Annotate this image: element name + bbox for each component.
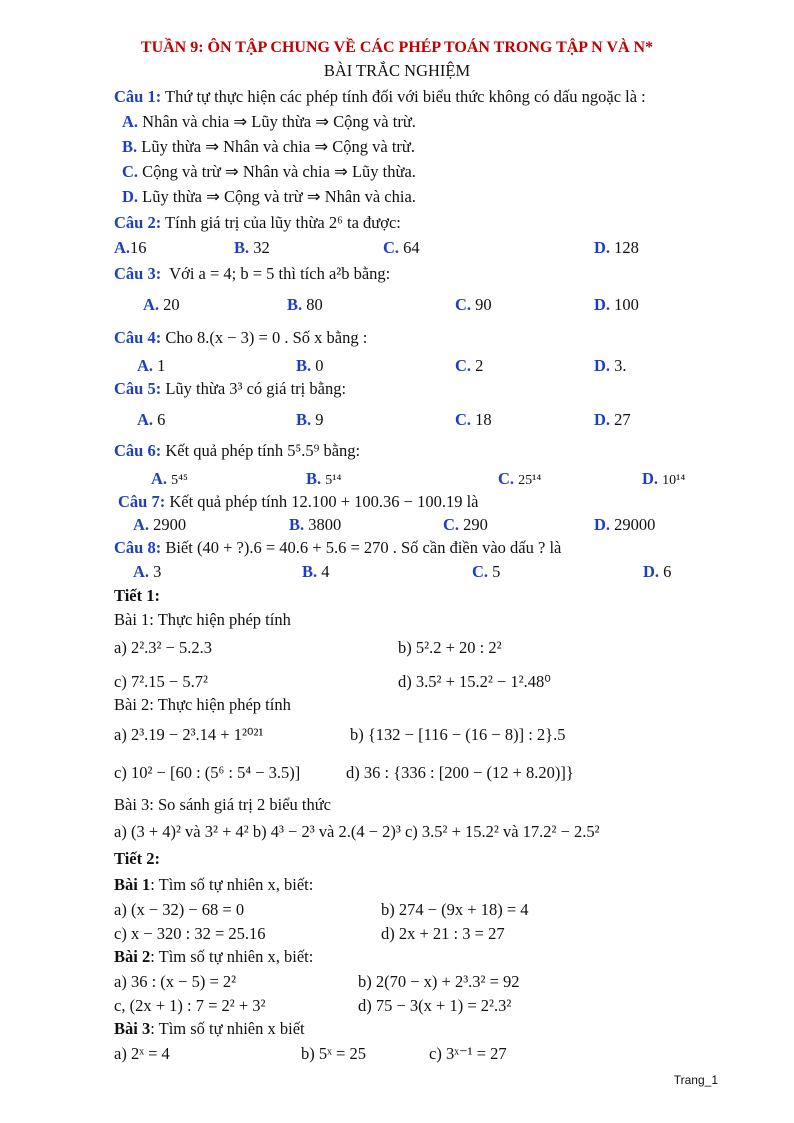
exercise-3-line: a) (3 + 4)² và 3² + 4² b) 4³ − 2³ và 2.(4 − 2)³ c) 3.5² + 15.2² và 17.2² − 2.5² — [114, 822, 600, 841]
t2-exercise-1-title: Bài 1: Tìm số tự nhiên x, biết: — [114, 875, 314, 894]
option-6c: C. 25¹⁴ — [498, 469, 542, 488]
option-3c: C. 90 — [455, 295, 492, 314]
exercise-1c: c) 7².15 − 5.7² — [114, 672, 208, 691]
exercise-2d: d) 36 : {336 : [200 − (12 + 8.20)]} — [346, 763, 574, 782]
t2-exercise-3a: a) 2ˣ = 4 — [114, 1044, 170, 1063]
question-1 — [114, 87, 646, 107]
option-7b: B. 3800 — [289, 515, 342, 534]
option-1a: A. Nhân và chia ⇒ Lũy thừa ⇒ Cộng và trừ. — [122, 112, 416, 131]
option-2c: C. 64 — [383, 238, 420, 257]
question-4: Câu 4: Cho 8.(x − 3) = 0 . Số x bằng : — [114, 328, 368, 347]
question-6: Câu 6: Kết quả phép tính 5⁵.5⁹ bằng: — [114, 441, 361, 460]
page-title: TUẦN 9: ÔN TẬP CHUNG VỀ CÁC PHÉP TOÁN TRONG TẬP N VÀ N* — [140, 39, 654, 56]
option-2d: D. 128 — [594, 238, 639, 257]
option-3d: D. 100 — [594, 295, 639, 314]
exercise-1-title: Bài 1: Thực hiện phép tính — [114, 610, 291, 629]
option-3b: B. 80 — [287, 295, 323, 314]
t2-exercise-1c: c) x − 320 : 32 = 25.16 — [114, 924, 266, 943]
option-8c: C. 5 — [472, 562, 501, 581]
exercise-1b: b) 5².2 + 20 : 2² — [398, 638, 502, 657]
option-2a: A.16 — [114, 238, 147, 257]
option-7c: C. 290 — [443, 515, 488, 534]
exercise-1d: d) 3.5² + 15.2² − 1².48⁰ — [398, 672, 551, 691]
t2-exercise-1d: d) 2x + 21 : 3 = 27 — [381, 924, 505, 943]
option-6d: D. 10¹⁴ — [642, 469, 686, 488]
option-5a: A. 6 — [137, 410, 166, 429]
option-1d: D. Lũy thừa ⇒ Cộng và trừ ⇒ Nhân và chia. — [122, 187, 416, 206]
option-5b: B. 9 — [296, 410, 324, 429]
t2-exercise-2-title: Bài 2: Tìm số tự nhiên x, biết: — [114, 947, 314, 966]
heading-tiet-1: Tiết 1: — [114, 586, 160, 605]
option-6b: B. 5¹⁴ — [306, 469, 342, 488]
option-7a: A. 2900 — [133, 515, 187, 534]
question-text: Thứ tự thực hiện các phép tính đối với biểu thức không có dấu ngoặc là : — [165, 87, 646, 106]
option-6a: A. 5⁴⁵ — [151, 469, 188, 488]
option-7d: D. 29000 — [594, 515, 656, 534]
t2-exercise-2c: c, (2x + 1) : 7 = 2² + 3² — [114, 996, 266, 1015]
exercise-2b: b) {132 − [116 − (16 − 8)] : 2}.5 — [350, 725, 566, 744]
exercise-3-title: Bài 3: So sánh giá trị 2 biểu thức — [114, 795, 331, 814]
heading-tiet-2: Tiết 2: — [114, 849, 160, 868]
option-2b: B. 32 — [234, 238, 270, 257]
question-3: Câu 3: Với a = 4; b = 5 thì tích a²b bằng: — [114, 264, 391, 283]
question-2: Câu 2: Tính giá trị của lũy thừa 2⁶ ta được: — [114, 213, 401, 232]
option-8d: D. 6 — [643, 562, 672, 581]
option-4b: B. 0 — [296, 356, 324, 375]
t2-exercise-3b: b) 5ˣ = 25 — [301, 1044, 366, 1063]
option-5d: D. 27 — [594, 410, 631, 429]
option-3a: A. 20 — [143, 295, 180, 314]
option-4c: C. 2 — [455, 356, 484, 375]
option-8a: A. 3 — [133, 562, 162, 581]
t2-exercise-1b: b) 274 − (9x + 18) = 4 — [381, 900, 529, 919]
t2-exercise-3c: c) 3ˣ⁻¹ = 27 — [429, 1044, 507, 1063]
option-5c: C. 18 — [455, 410, 492, 429]
exercise-2-title: Bài 2: Thực hiện phép tính — [114, 695, 291, 714]
t2-exercise-3-title: Bài 3: Tìm số tự nhiên x biết — [114, 1019, 305, 1038]
t2-exercise-2a: a) 36 : (x − 5) = 2² — [114, 972, 237, 991]
section-subtitle: BÀI TRẮC NGHIỆM — [323, 61, 471, 80]
option-4d: D. 3. — [594, 356, 627, 375]
exercise-1a: a) 2².3² − 5.2.3 — [114, 638, 213, 657]
option-1b: B. Lũy thừa ⇒ Nhân và chia ⇒ Cộng và trừ. — [122, 137, 415, 156]
question-label: Câu 1: — [114, 87, 162, 106]
t2-exercise-1a: a) (x − 32) − 68 = 0 — [114, 900, 245, 919]
question-5: Câu 5: Lũy thừa 3³ có giá trị bằng: — [114, 379, 347, 398]
exercise-2c: c) 10² − [60 : (5⁶ : 5⁴ − 3.5)] — [114, 763, 301, 782]
option-8b: B. 4 — [302, 562, 330, 581]
t2-exercise-2d: d) 75 − 3(x + 1) = 2².3² — [358, 996, 512, 1015]
exercise-2a: a) 2³.19 − 2³.14 + 1²⁰²¹ — [114, 725, 264, 744]
t2-exercise-2b: b) 2(70 − x) + 2³.3² = 92 — [358, 972, 520, 991]
question-7: Câu 7: Kết quả phép tính 12.100 + 100.36 − 100.19 là — [118, 492, 479, 511]
question-8: Câu 8: Biết (40 + ?).6 = 40.6 + 5.6 = 270 . Số cần điền vào dấu ? là — [114, 538, 562, 557]
option-4a: A. 1 — [137, 356, 166, 375]
page-number: Trang_1 — [673, 1073, 718, 1087]
option-1c: C. Cộng và trừ ⇒ Nhân và chia ⇒ Lũy thừa. — [122, 162, 416, 181]
